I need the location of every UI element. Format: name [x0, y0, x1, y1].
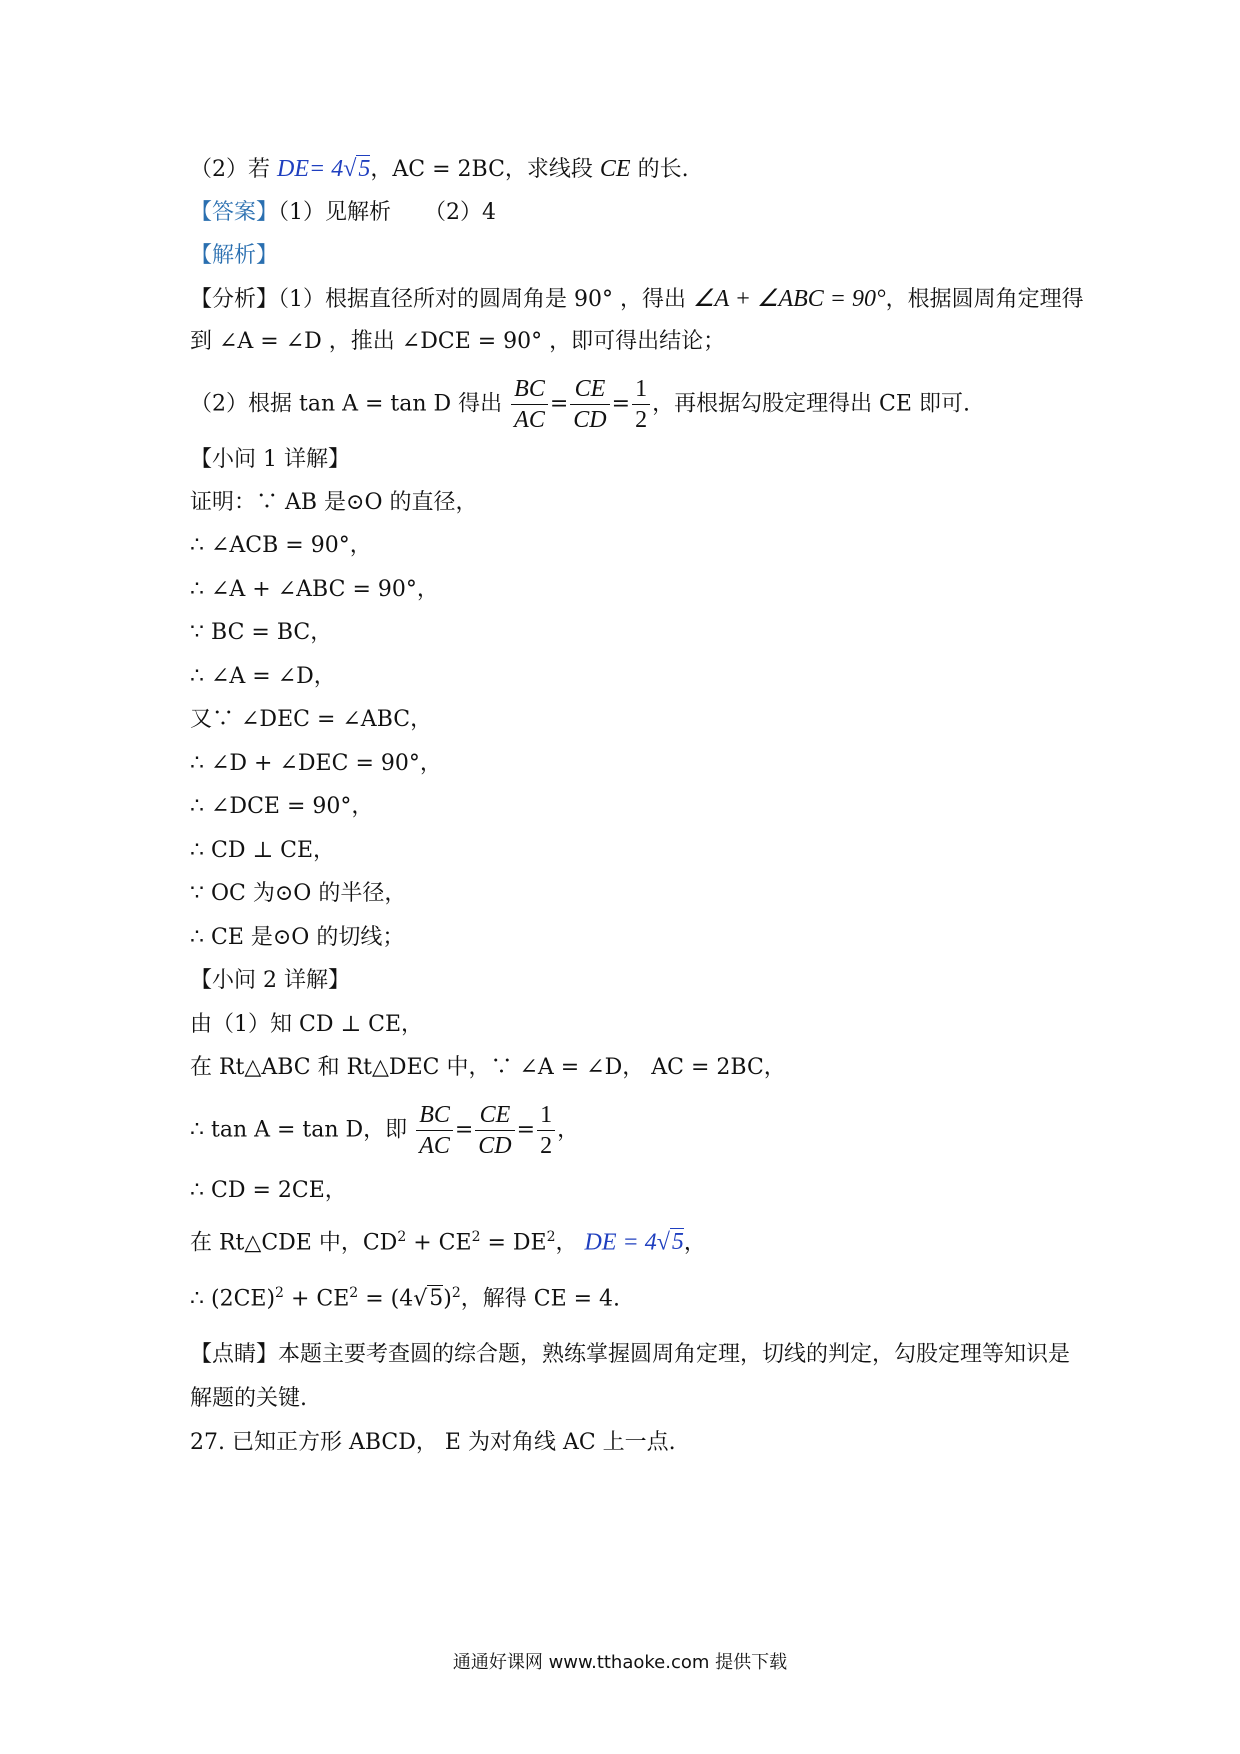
- fraction-ce-cd: $\frac{CE}{CD}$: [475, 1100, 514, 1161]
- question-27: 27. 已知正方形 ABCD， E 为对角线 AC 上一点.: [190, 1430, 676, 1455]
- analysis-line-3: （2）根据 tan A = tan D 得出 $\frac{BC}{AC}$ = $\frac{CE}{CD}$ = $\frac{1}{2}$ ，再根据勾股定理得出 CE 即可.: [190, 376, 970, 433]
- footer-source: 通通好课网 www.tthaoke.com 提供下载: [452, 1652, 788, 1673]
- point-line-1: 【点睛】本题主要考查圆的综合题，熟练掌握圆周角定理，切线的判定，勾股定理等知识是: [190, 1342, 1071, 1367]
- proof-line: ∴ ∠D + ∠DEC = 90°，: [190, 751, 442, 776]
- analysis-line-1: 【分析】（1）根据直径所对的圆周角是 90° ，得出 ∠A + ∠ABC = 90°，根据圆周角定理得: [190, 286, 1084, 312]
- question-2: （2）若 DE= 4√5，AC = 2BC，求线段 CE 的长.: [190, 156, 689, 182]
- solution-line-pythagoras: 在 Rt△CDE 中，$CD^2 + CE^2 = DE^2$， DE = 4√5，: [190, 1229, 706, 1256]
- proof-line: ∴ ∠A = ∠D，: [190, 664, 336, 689]
- fraction-ce-cd: $\frac{CE}{CD}$: [570, 374, 609, 435]
- point-tag: 【点睛】: [190, 1342, 279, 1367]
- solution-line: 由（1）知 CD ⊥ CE，: [190, 1012, 424, 1037]
- answer-line: 【答案】（1）见解析 （2）4: [190, 200, 497, 225]
- analysis-tag: 【分析】: [190, 287, 279, 312]
- analysis-line-2: 到 ∠A = ∠D ，推出 ∠DCE = 90° ，即可得出结论；: [190, 329, 726, 354]
- fraction-bc-ac: $\frac{BC}{AC}$: [511, 374, 548, 435]
- proof-line: ∵ BC = BC，: [190, 620, 333, 645]
- proof-line: ∵ OC 为⊙O 的半径，: [190, 881, 407, 906]
- sub-question-2-heading: 【小问 2 详解】: [190, 968, 350, 993]
- proof-line: 又∵ ∠DEC = ∠ABC，: [190, 707, 433, 732]
- proof-line: ∴ ∠DCE = 90°，: [190, 794, 374, 819]
- proof-line: ∴ ∠A + ∠ABC = 90°，: [190, 577, 439, 602]
- proof-line: 证明：∵ AB 是⊙O 的直径，: [190, 490, 478, 515]
- solution-line: 在 Rt△ABC 和 Rt△DEC 中，∵ ∠A = ∠D， AC = 2BC，: [190, 1055, 786, 1080]
- de-value: DE= 4√5: [277, 156, 371, 182]
- de-value: DE = 4√5: [584, 1229, 684, 1256]
- fraction-bc-ac: $\frac{BC}{AC}$: [416, 1100, 453, 1161]
- point-line-2: 解题的关键.: [190, 1386, 307, 1411]
- jiexi-heading: 【解析】: [190, 243, 279, 268]
- solution-line-tan: ∴ tan A = tan D，即 $\frac{BC}{AC}$ = $\frac{CE}{CD}$ = $\frac{1}{2}$ ，: [190, 1102, 580, 1159]
- proof-line: ∴ ∠ACB = 90°，: [190, 533, 372, 558]
- sub-question-1-heading: 【小问 1 详解】: [190, 447, 350, 472]
- fraction-one-half: $\frac{1}{2}$: [537, 1100, 555, 1161]
- proof-line: ∴ CD ⊥ CE，: [190, 838, 336, 863]
- solution-line: ∴ CD = 2CE，: [190, 1178, 347, 1203]
- solution-line-result: ∴ $(2CE)^2 + CE^2 = (4√5)^2$，解得 CE = 4.: [190, 1285, 621, 1312]
- proof-line: ∴ CE 是⊙O 的切线；: [190, 925, 405, 950]
- answer-tag: 【答案】: [190, 200, 279, 225]
- fraction-one-half: $\frac{1}{2}$: [632, 374, 650, 435]
